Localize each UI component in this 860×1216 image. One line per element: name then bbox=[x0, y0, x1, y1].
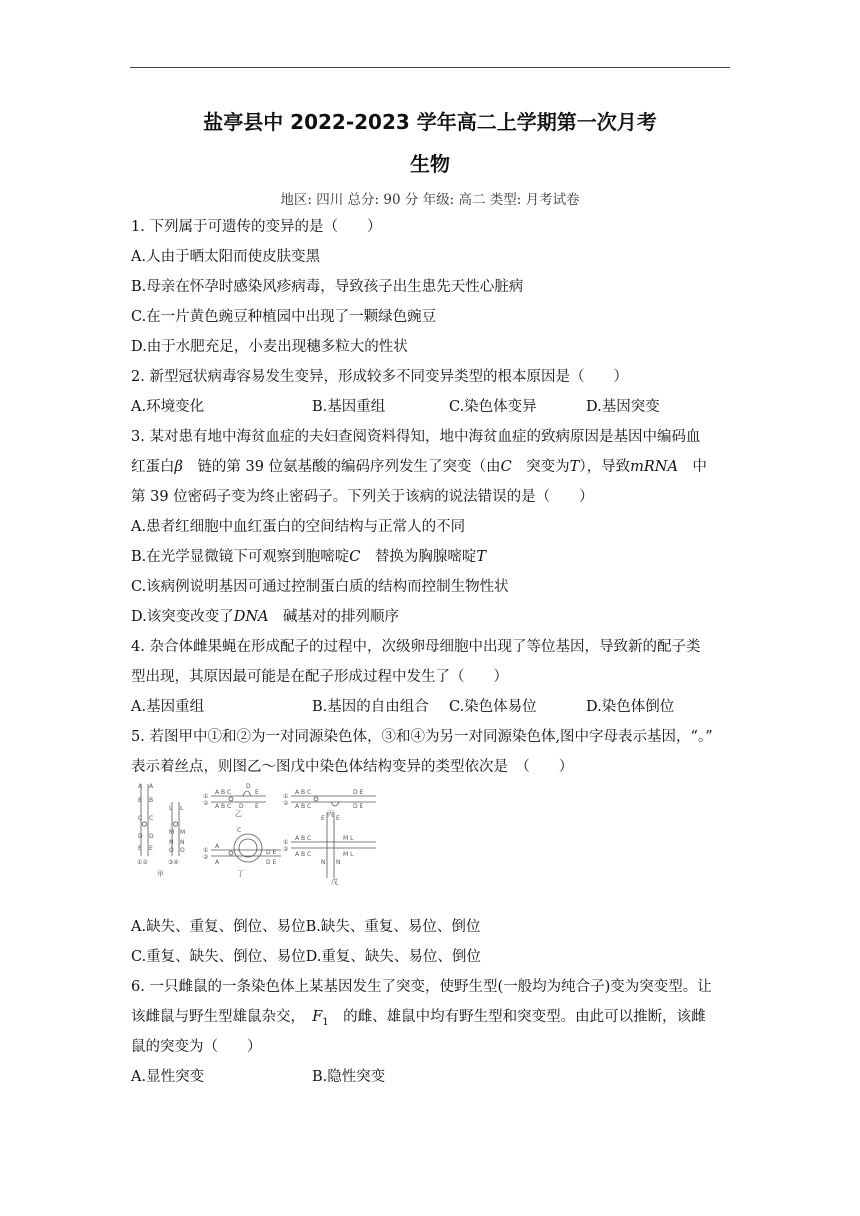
svg-text:②: ② bbox=[203, 800, 209, 807]
q4-option-c: C.染色体易位 bbox=[449, 699, 537, 715]
svg-text:D E: D E bbox=[266, 859, 277, 866]
svg-text:D E: D E bbox=[266, 849, 277, 856]
svg-text:E: E bbox=[138, 845, 142, 852]
svg-text:D: D bbox=[138, 833, 143, 840]
svg-text:L: L bbox=[180, 805, 184, 812]
svg-text:①: ① bbox=[203, 847, 209, 854]
svg-text:N: N bbox=[321, 859, 326, 866]
svg-text:O: O bbox=[169, 847, 174, 854]
q5-options-ab: A.缺失、重复、倒位、易位B.缺失、重复、易位、倒位 bbox=[131, 919, 481, 935]
fig-label-ding: 丁 bbox=[237, 870, 244, 878]
svg-text:①: ① bbox=[283, 839, 289, 846]
q5-options-cd: C.重复、缺失、倒位、易位D.重复、缺失、易位、倒位 bbox=[131, 949, 481, 965]
q6-stem-line1: 6. 一只雌鼠的一条染色体上某基因发生了突变，使野生型(一般均为纯合子)变为突变型。让 bbox=[131, 979, 712, 995]
svg-text:A B C: A B C bbox=[215, 803, 232, 810]
fig-label-yi: 乙 bbox=[235, 810, 242, 818]
svg-text:D: D bbox=[149, 833, 154, 840]
svg-text:D: D bbox=[246, 783, 251, 790]
q2-option-c: C.染色体变异 bbox=[449, 399, 537, 415]
q4-stem-line2: 型出现，其原因最可能是在配子形成过程中发生了（ ） bbox=[131, 669, 508, 685]
svg-text:E: E bbox=[255, 803, 259, 810]
header-rule bbox=[130, 67, 730, 68]
q6-option-b: B.隐性突变 bbox=[312, 1069, 386, 1085]
q3-stem-line1: 3. 某对患有地中海贫血症的夫妇查阅资料得知，地中海贫血症的致病原因是基因中编码血 bbox=[131, 429, 701, 445]
svg-text:E: E bbox=[321, 815, 325, 822]
svg-text:E: E bbox=[255, 789, 259, 796]
exam-meta: 地区: 四川 总分: 90 分 年级: 高二 类型: 月考试卷 bbox=[280, 192, 580, 208]
svg-text:①: ① bbox=[203, 793, 209, 800]
q6-stem-line2: 该雌鼠与野生型雄鼠杂交， $F_1$ 的雌、雄鼠中均有野生型和突变型。由此可以推断，该雌 bbox=[131, 1009, 706, 1028]
svg-text:B: B bbox=[138, 797, 143, 804]
svg-text:M: M bbox=[169, 829, 175, 836]
svg-text:D E: D E bbox=[353, 789, 364, 796]
svg-text:N: N bbox=[180, 839, 185, 846]
svg-text:M L: M L bbox=[343, 835, 354, 842]
fig-label-jia: 甲 bbox=[157, 870, 164, 878]
svg-text:A B C: A B C bbox=[295, 835, 312, 842]
q3-option-c: C.该病例说明基因可通过控制蛋白质的结构而控制生物性状 bbox=[131, 579, 509, 595]
svg-text:N: N bbox=[169, 839, 174, 846]
fig-label-wu: 戊 bbox=[331, 878, 338, 885]
q4-stem-line1: 4. 杂合体雌果蝇在形成配子的过程中，次级卵母细胞中出现了等位基因，导致新的配子类 bbox=[131, 639, 701, 655]
q3-stem-line3: 第 39 位密码子变为终止密码子。下列关于该病的说法错误的是（ ） bbox=[131, 489, 594, 505]
q2-option-d: D.基因突变 bbox=[586, 399, 660, 415]
svg-text:C: C bbox=[138, 815, 143, 822]
svg-text:L: L bbox=[169, 805, 173, 812]
svg-text:A: A bbox=[215, 859, 220, 866]
q3-option-b: B.在光学显微镜下可观察到胞嘧啶C 替换为胸腺嘧啶T bbox=[131, 549, 487, 565]
q4-option-a: A.基因重组 bbox=[131, 699, 205, 715]
q4-option-b: B.基因的自由组合 bbox=[312, 699, 429, 715]
svg-text:M L: M L bbox=[343, 851, 354, 858]
svg-text:②: ② bbox=[283, 800, 289, 807]
q6-stem-line3: 鼠的突变为（ ） bbox=[131, 1039, 262, 1055]
svg-text:③④: ③④ bbox=[168, 859, 179, 866]
q4-option-d: D.染色体倒位 bbox=[586, 699, 675, 715]
svg-text:C: C bbox=[237, 827, 242, 834]
q3-option-a: A.患者红细胞中血红蛋白的空间结构与正常人的不同 bbox=[131, 519, 466, 535]
q1-option-a: A.人由于晒太阳而使皮肤变黑 bbox=[131, 249, 321, 265]
chromosome-figure bbox=[131, 780, 381, 885]
svg-text:D E: D E bbox=[353, 803, 364, 810]
svg-text:①: ① bbox=[283, 793, 289, 800]
svg-text:O: O bbox=[180, 847, 185, 854]
q2-stem: 2. 新型冠状病毒容易发生变异，形成较多不同变异类型的根本原因是（ ） bbox=[131, 369, 628, 385]
svg-text:M: M bbox=[180, 829, 186, 836]
svg-text:C: C bbox=[149, 815, 154, 822]
svg-text:B: B bbox=[149, 797, 154, 804]
svg-text:A: A bbox=[138, 783, 143, 790]
q5-stem-line2: 表示着丝点，则图乙～图戊中染色体结构变异的类型依次是 （ ） bbox=[131, 759, 574, 775]
q3-stem-line2: 红蛋白β 链的第 39 位氨基酸的编码序列发生了突变（由C 突变为T），导致mRNA 中 bbox=[131, 459, 707, 475]
svg-text:A B C: A B C bbox=[215, 789, 232, 796]
q1-option-d: D.由于水肥充足，小麦出现穗多粒大的性状 bbox=[131, 339, 408, 355]
q1-option-c: C.在一片黄色豌豆种植园中出现了一颗绿色豌豆 bbox=[131, 309, 437, 325]
svg-text:②: ② bbox=[283, 846, 289, 853]
svg-text:E: E bbox=[336, 815, 340, 822]
svg-text:②: ② bbox=[203, 854, 209, 861]
svg-text:E: E bbox=[149, 845, 153, 852]
svg-text:N: N bbox=[336, 859, 341, 866]
q6-option-a: A.显性突变 bbox=[131, 1069, 205, 1085]
q5-stem-line1: 5. 若图甲中①和②为一对同源染色体，③和④为另一对同源染色体,图中字母表示基因，“。” bbox=[131, 729, 713, 745]
q2-option-a: A.环境变化 bbox=[131, 399, 205, 415]
q1-option-b: B.母亲在怀孕时感染风疹病毒，导致孩子出生患先天性心脏病 bbox=[131, 279, 524, 295]
subject-title: 生物 bbox=[410, 152, 450, 176]
svg-text:A: A bbox=[149, 783, 154, 790]
page-title: 盐亭县中 2022-2023 学年高二上学期第一次月考 bbox=[203, 110, 657, 134]
fig-label-bing: 丙 bbox=[327, 810, 334, 818]
svg-text:A B C: A B C bbox=[295, 803, 312, 810]
svg-text:A B C: A B C bbox=[295, 851, 312, 858]
svg-text:①②: ①② bbox=[137, 859, 148, 866]
svg-text:D: D bbox=[239, 803, 244, 810]
q1-stem: 1. 下列属于可遗传的变异的是（ ） bbox=[131, 219, 382, 235]
svg-text:A B C: A B C bbox=[295, 789, 312, 796]
q2-option-b: B.基因重组 bbox=[312, 399, 386, 415]
svg-text:A: A bbox=[215, 843, 220, 850]
q3-option-d: D.该突变改变了DNA 碱基对的排列顺序 bbox=[131, 609, 400, 625]
